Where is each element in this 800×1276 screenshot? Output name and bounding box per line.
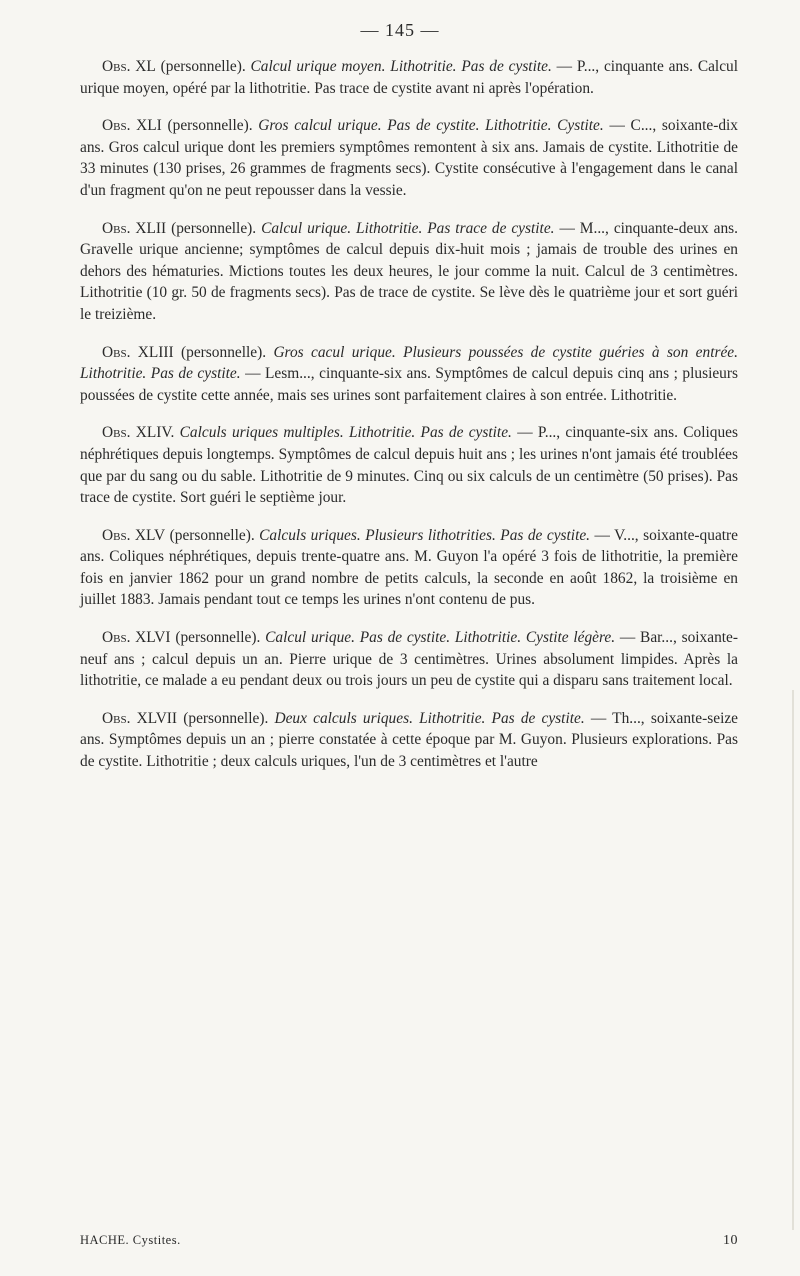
observation-label: Obs. XLVI xyxy=(102,629,171,647)
observation-title: Calculs uriques multiples. Lithotritie. Pas de cystite. xyxy=(179,424,512,442)
observation-xlvi xyxy=(80,627,738,692)
page-number: — 145 — xyxy=(360,20,440,40)
observation-label: Obs. XLII xyxy=(102,219,167,237)
observation-body: — C..., soixante-dix ans. Gros calcul urique dont les premiers symptômes remontent à six ans. Jamais de cystite. Lithotritie de 33 minutes (130 prises, 26 grammes de fragments secs). Cystite consécutive à l'engagement dans le canal d'un fragment qu'on ne peut repousser dans la vessie. xyxy=(80,117,739,199)
observation-title: Calcul urique. Pas de cystite. Lithotritie. Cystite légère. xyxy=(265,629,616,647)
observation-label: Obs. XLV xyxy=(102,526,166,544)
observation-body: — Bar..., soixante-neuf ans ; calcul depuis un an. Pierre urique de 3 centimètres. Urines absolument limpides. Après la lithotritie, ce malade a eu pendant deux ou trois jours un peu de cystite qui a disparu sans traitement local. xyxy=(80,629,738,690)
observation-label: Obs. XLIV. xyxy=(102,424,175,442)
observation-type: (personnelle). xyxy=(181,343,267,361)
observation-type: (personnelle). xyxy=(160,58,246,75)
observation-title: Calcul urique moyen. Lithotritie. Pas de cystite. xyxy=(250,58,552,75)
observation-xliv xyxy=(80,422,738,508)
page-footer xyxy=(80,1233,738,1248)
signature-mark: 10 xyxy=(723,1233,738,1248)
observation-title: Calculs uriques. Plusieurs lithotrities. Pas de cystite. xyxy=(259,526,591,544)
observation-label: Obs. XL xyxy=(102,58,156,75)
observation-type: (personnelle). xyxy=(169,526,255,544)
observation-label: Obs. XLI xyxy=(102,117,162,135)
observation-body: — Th..., soixante-seize ans. Symptômes depuis un an ; pierre constatée à cette époque par M. Guyon. Plusieurs explorations. Pas de cystite. Lithotritie ; deux calculs uriques, l'un de 3 centimètres et l'autre xyxy=(80,709,739,771)
observation-type: (personnelle). xyxy=(167,117,253,135)
observation-body: — V..., soixante-quatre ans. Coliques néphrétiques, depuis trente-quatre ans. M. Guyon l'a opéré 3 fois de lithotritie, la première fois en janvier 1862 pour un grand nombre de petits calculs, la seconde en août 1862, la troisième en juillet 1883. Jamais pendant tout ce temps les urines n'ont contenu de pus. xyxy=(80,526,739,609)
observation-label: Obs. XLVII xyxy=(102,709,178,727)
observation-body: — M..., cinquante-deux ans. Gravelle urique ancienne; symptômes de calcul depuis dix-huit mois ; jamais de trouble des urines en dehors des hématuries. Mictions toutes les deux heures, le jour comme la nuit. Calcul de 3 centimètres. Lithotritie (10 gr. 50 de fragments secs). Pas de trace de cystite. Se lève dès le quatrième jour et sort guéri le treizième. xyxy=(80,219,739,323)
margin-line xyxy=(792,690,794,1230)
observation-body: — Lesm..., cinquante-six ans. Symptômes de calcul depuis cinq ans ; plusieurs poussées de cystite cette année, mais ses urines sont parfaitement claires à son entrée. Lithotritie. xyxy=(80,365,738,404)
observation-body: — P..., cinquante-six ans. Coliques néphrétiques depuis longtemps. Symptômes de calcul depuis huit ans ; les urines n'ont jamais été troublées que par du sang ou du sable. Lithotritie de 9 minutes. Cinq ou six calculs de un centimètre (50 prises). Pas trace de cystite. Sort guéri le septième jour. xyxy=(80,424,738,507)
page-body xyxy=(80,56,738,789)
observation-type: (personnelle). xyxy=(175,629,261,647)
observation-type: (personnelle). xyxy=(183,709,269,727)
observation-body: — P..., cinquante ans. Calcul urique moyen, opéré par la lithotritie. Pas trace de cystite avant ni après l'opération. xyxy=(80,58,738,97)
observation-xliii xyxy=(80,342,738,407)
running-footer-title: HACHE. Cystites. xyxy=(80,1233,181,1247)
observation-title: Deux calculs uriques. Lithotritie. Pas de cystite. xyxy=(274,709,585,727)
observation-title: Gros calcul urique. Pas de cystite. Lithotritie. Cystite. xyxy=(258,117,604,135)
observation-xl xyxy=(80,56,738,99)
observation-xlv xyxy=(80,525,738,611)
observation-title: Calcul urique. Lithotritie. Pas trace de cystite. xyxy=(261,219,555,237)
observation-xli xyxy=(80,115,738,201)
observation-xlii xyxy=(80,218,738,326)
observation-label: Obs. XLIII xyxy=(102,343,174,361)
observation-type: (personnelle). xyxy=(171,219,257,237)
observation-xlvii xyxy=(80,708,738,773)
observation-title: Gros cacul urique. Plusieurs poussées de cystite guéries à son entrée. Lithotritie. Pas de cystite. xyxy=(80,343,738,383)
